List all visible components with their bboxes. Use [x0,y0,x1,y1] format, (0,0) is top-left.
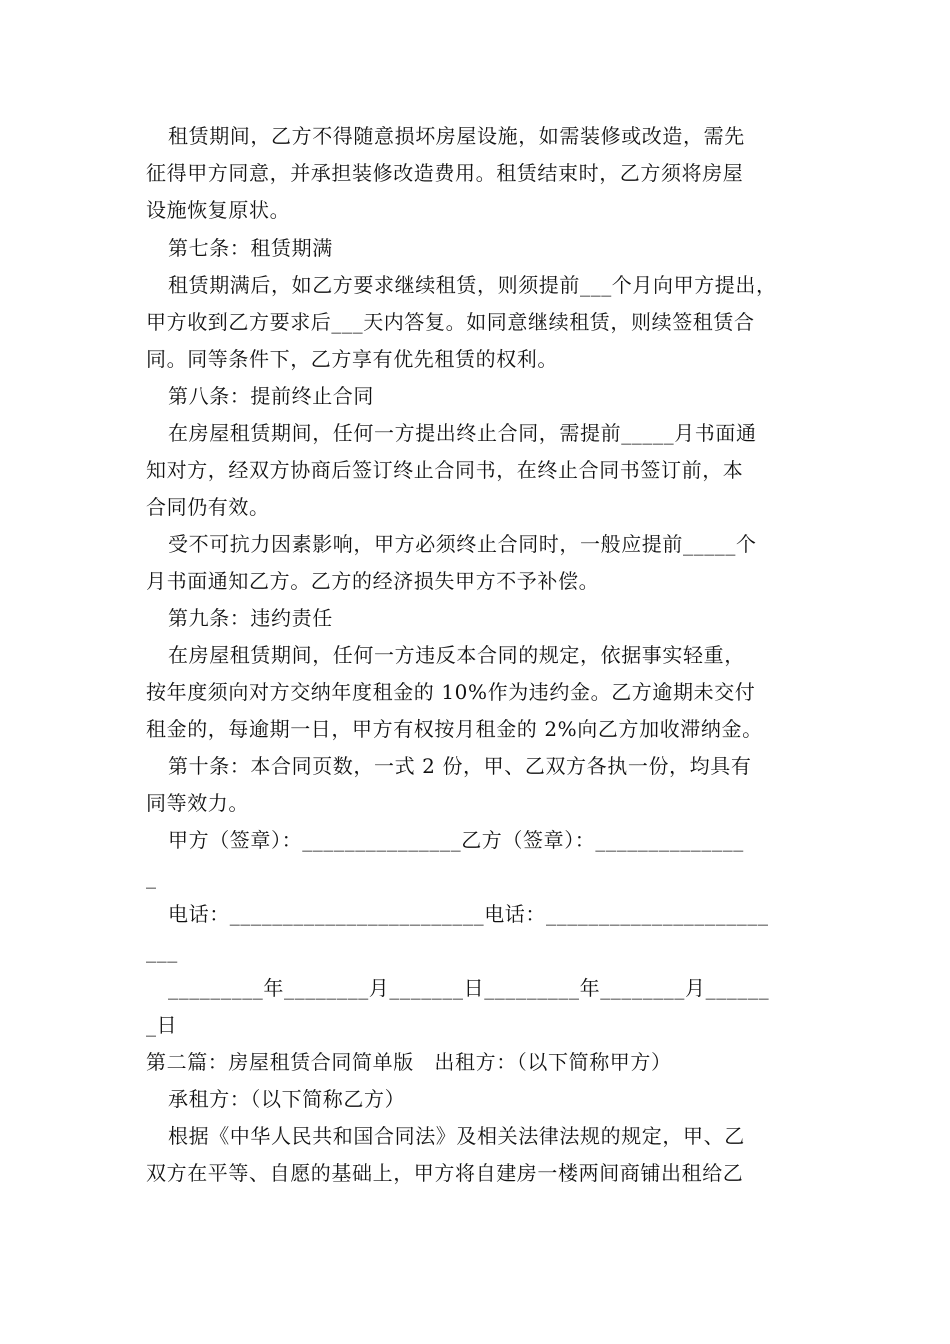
paragraph-line: 租赁期间，乙方不得随意损坏房屋设施，如需装修或改造，需先 [168,124,745,148]
paragraph-line: 双方在平等、自愿的基础上，甲方将自建房一楼两间商铺出租给乙 [146,1161,744,1185]
paragraph-line: 根据《中华人民共和国合同法》及相关法律法规的规定，甲、乙 [168,1124,745,1148]
date-line: _________年________月_______日_________年________月______ [168,976,770,1000]
paragraph-line: 受不可抗力因素影响，甲方必须终止合同时，一般应提前_____个 [168,532,757,556]
paragraph-line: 租金的，每逾期一日，甲方有权按月租金的 2%向乙方加收滞纳金。 [146,717,763,741]
paragraph-line: 设施恢复原状。 [146,198,291,222]
article-heading: 第八条：提前终止合同 [168,384,374,408]
paragraph-line: 按年度须向对方交纳年度租金的 10%作为违约金。乙方逾期未交付 [146,680,756,704]
paragraph-line: 在房屋租赁期间，任何一方提出终止合同，需提前_____月书面通 [168,421,757,445]
paragraph-line: 合同仍有效。 [146,495,270,519]
article-heading: 第七条：租赁期满 [168,236,333,260]
phone-line: 电话：________________________电话：_____________________ [168,902,769,926]
phone-line: ___ [146,939,178,963]
paragraph-line: 在房屋租赁期间，任何一方违反本合同的规定，依据事实轻重， [168,643,745,667]
signature-line: _ [146,865,157,889]
paragraph-line: 同等效力。 [146,791,249,815]
paragraph-line: 同。同等条件下，乙方享有优先租赁的权利。 [146,347,558,371]
section-heading: 第二篇：房屋租赁合同简单版 出租方：（以下简称甲方） [146,1050,672,1074]
paragraph-line: 租赁期满后，如乙方要求继续租赁，则须提前___个月向甲方提出， [168,273,777,297]
signature-line: 甲方（签章）：_______________乙方（签章）：______________ [168,828,744,852]
paragraph-line: 承租方：（以下简称乙方） [168,1087,406,1111]
article-heading: 第九条：违约责任 [168,606,333,630]
paragraph-line: 月书面通知乙方。乙方的经济损失甲方不予补偿。 [146,569,600,593]
paragraph-line: 甲方收到乙方要求后___天内答复。如同意继续租赁，则续签租赁合 [146,310,755,334]
date-line: _日 [146,1013,178,1037]
paragraph-line: 知对方，经双方协商后签订终止合同书，在终止合同书签订前，本 [146,458,744,482]
paragraph-line: 征得甲方同意，并承担装修改造费用。租赁结束时，乙方须将房屋 [146,161,744,185]
paragraph-line: 第十条：本合同页数，一式 2 份，甲、乙双方各执一份，均具有 [168,754,752,778]
